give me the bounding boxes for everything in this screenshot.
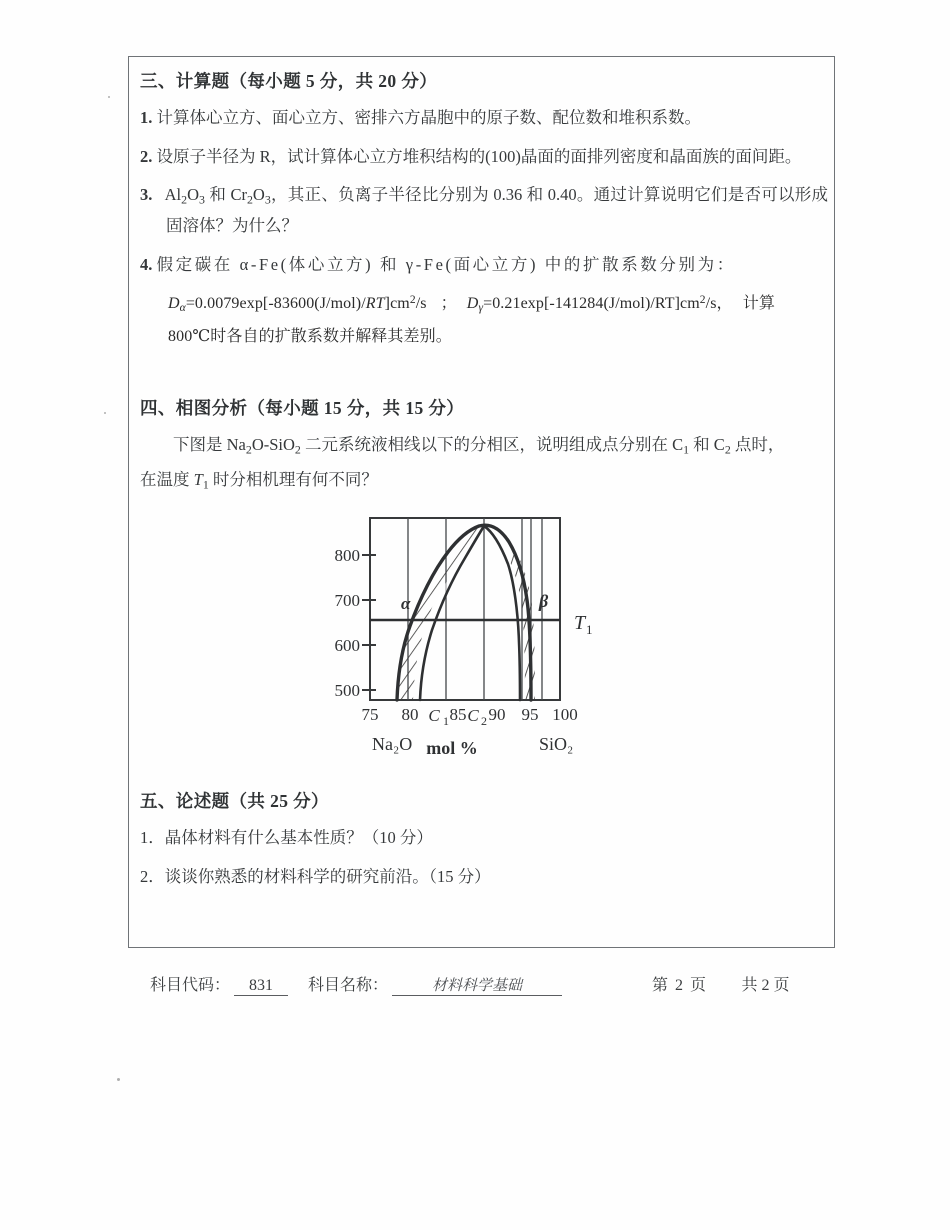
formula-sub-alpha: α <box>179 302 186 315</box>
chart-ytick-labels <box>335 546 361 700</box>
question-3-3-number: 3. <box>140 185 153 205</box>
xtick-90: 90 <box>488 705 506 725</box>
diffusion-formula-line <box>168 288 828 320</box>
ytick-500: 500 <box>334 681 360 701</box>
question-3-1-number: 1. <box>140 108 153 127</box>
page-number-current: 第 2 页 <box>652 977 708 994</box>
subject-name-label: 科目名称： <box>308 977 389 994</box>
formula-separator: ； <box>440 295 457 313</box>
formula-conj: 和 Cr <box>204 185 247 205</box>
subject-name-value: 材料科学基础 <box>392 974 562 996</box>
formula-alpha-body: =0.0079exp[-83600(J/mol)/ <box>185 295 366 313</box>
formula-sub: 2 <box>181 192 188 207</box>
page-number-total: 共 2 页 <box>741 977 790 994</box>
xtick-85: 85 <box>449 705 467 725</box>
formula-d-gamma: D <box>466 295 479 313</box>
diffusion-formula-last-line: 800℃时各自的扩散系数并解释其差别。 <box>168 327 452 345</box>
question-5-2: 2．谈谈你熟悉的材料科学的研究前沿。（15 分） <box>140 866 491 886</box>
question-5-1: 1．晶体材料有什么基本性质？（10 分） <box>140 828 433 848</box>
formula-o: O <box>187 185 199 205</box>
scan-speck <box>108 96 110 98</box>
phase-text-b: O-SiO <box>251 434 295 454</box>
formula-alpha-end: /s <box>415 295 427 313</box>
section-heading-phase-diagram: 四、相图分析（每小题 15 分，共 15 分） <box>140 397 465 418</box>
ytick-800: 800 <box>334 546 360 566</box>
phase-sub: 1 <box>202 477 209 492</box>
phase-text-c: 二元系统液相线以下的分相区，说明组成点分别在 C <box>300 434 684 454</box>
c1-sub: 1 <box>443 714 449 729</box>
x-axis-right-component: SiO₂ <box>539 734 574 755</box>
question-3-3-text <box>157 185 828 235</box>
xtick-80: 80 <box>401 705 419 725</box>
xtick-100: 100 <box>552 705 578 725</box>
formula-trailing: 计算 <box>742 295 775 313</box>
phase-question-line-1 <box>140 430 828 461</box>
question-3-2-number: 2. <box>140 146 153 166</box>
formula-sup: 2 <box>409 294 416 307</box>
phase-sub: 2 <box>724 441 731 456</box>
isotherm-label-symbol: T <box>574 612 586 635</box>
exam-content <box>138 62 828 900</box>
formula-gamma-end: /s， <box>705 295 733 313</box>
section-heading-essay: 五、论述题（共 25 分） <box>140 791 329 812</box>
formula-alpha-tail: ]cm <box>384 295 410 313</box>
isotherm-label-sub: 1 <box>586 622 593 638</box>
composition-marker-c2 <box>467 706 487 728</box>
subject-code-value: 831 <box>234 977 288 996</box>
formula-gamma-body: =0.21exp[-141284(J/mol)/RT]cm <box>483 295 700 313</box>
question-3-3-tail: ，其正、负离子半径比分别为 0.36 和 0.40。通过计算说明它们是否可以形成固溶体？为什么？ <box>166 185 829 236</box>
scan-speck <box>117 1078 120 1081</box>
formula-sub: 3 <box>264 192 271 207</box>
section-heading-calculation: 三、计算题（每小题 5 分，共 20 分） <box>140 71 438 91</box>
c2-sub: 2 <box>481 714 487 729</box>
phase-question-line-2 <box>140 465 828 496</box>
formula-sub-gamma: γ <box>478 302 484 315</box>
phase-temp-symbol: T <box>193 469 203 489</box>
composition-marker-c1 <box>428 706 449 728</box>
phase-diagram-figure <box>138 512 828 780</box>
question-3-4-text: 假定碳在 α-Fe(体心立方) 和 γ-Fe(面心立方) 中的扩散系数分别为： <box>156 254 736 274</box>
xtick-75: 75 <box>361 705 379 725</box>
phase-text-g: 时分相机理有何不同？ <box>208 469 378 489</box>
region-label-alpha: α <box>401 594 411 614</box>
scan-speck <box>104 412 106 414</box>
phase-diagram-svg <box>334 512 634 778</box>
phase-text-a: 下图是 Na <box>173 434 246 454</box>
phase-sub: 2 <box>294 441 301 456</box>
isotherm-label-t1 <box>574 612 593 637</box>
question-3-2-text: 设原子半径为 R，试计算体心立方堆积结构的(100)晶面的面排列密度和晶面族的面间距。 <box>156 146 802 166</box>
question-3-4 <box>140 250 828 281</box>
formula-o2: O <box>252 185 265 205</box>
c1-symbol: C <box>428 706 440 726</box>
phase-text-e: 点时， <box>730 434 785 454</box>
phase-text-f: 在温度 <box>140 469 194 489</box>
formula-al: Al <box>164 185 182 205</box>
formula-sup: 2 <box>699 294 706 307</box>
formula-rt: RT <box>365 295 385 313</box>
ytick-600: 600 <box>334 636 360 656</box>
phase-text-d: 和 C <box>689 434 725 454</box>
subject-code-label: 科目代码： <box>150 977 231 994</box>
formula-sub: 2 <box>246 192 253 207</box>
x-axis-unit-label: mol % <box>426 738 478 759</box>
region-label-beta: β <box>539 591 549 612</box>
c2-symbol: C <box>467 706 479 726</box>
formula-d-alpha: D <box>168 295 180 313</box>
question-3-3 <box>140 180 828 242</box>
x-axis-left-component: Na₂O <box>372 734 413 755</box>
formula-sub: 3 <box>199 192 205 207</box>
question-3-2 <box>140 142 828 173</box>
page-footer <box>150 972 840 996</box>
ytick-700: 700 <box>334 591 360 611</box>
question-3-1 <box>140 103 828 134</box>
phase-sub: 1 <box>683 441 690 456</box>
phase-sub: 2 <box>245 441 252 456</box>
question-3-4-number: 4. <box>140 254 153 274</box>
question-3-1-text: 计算体心立方、面心立方、密排六方晶胞中的原子数、配位数和堆积系数。 <box>156 108 701 127</box>
xtick-95: 95 <box>521 705 539 725</box>
